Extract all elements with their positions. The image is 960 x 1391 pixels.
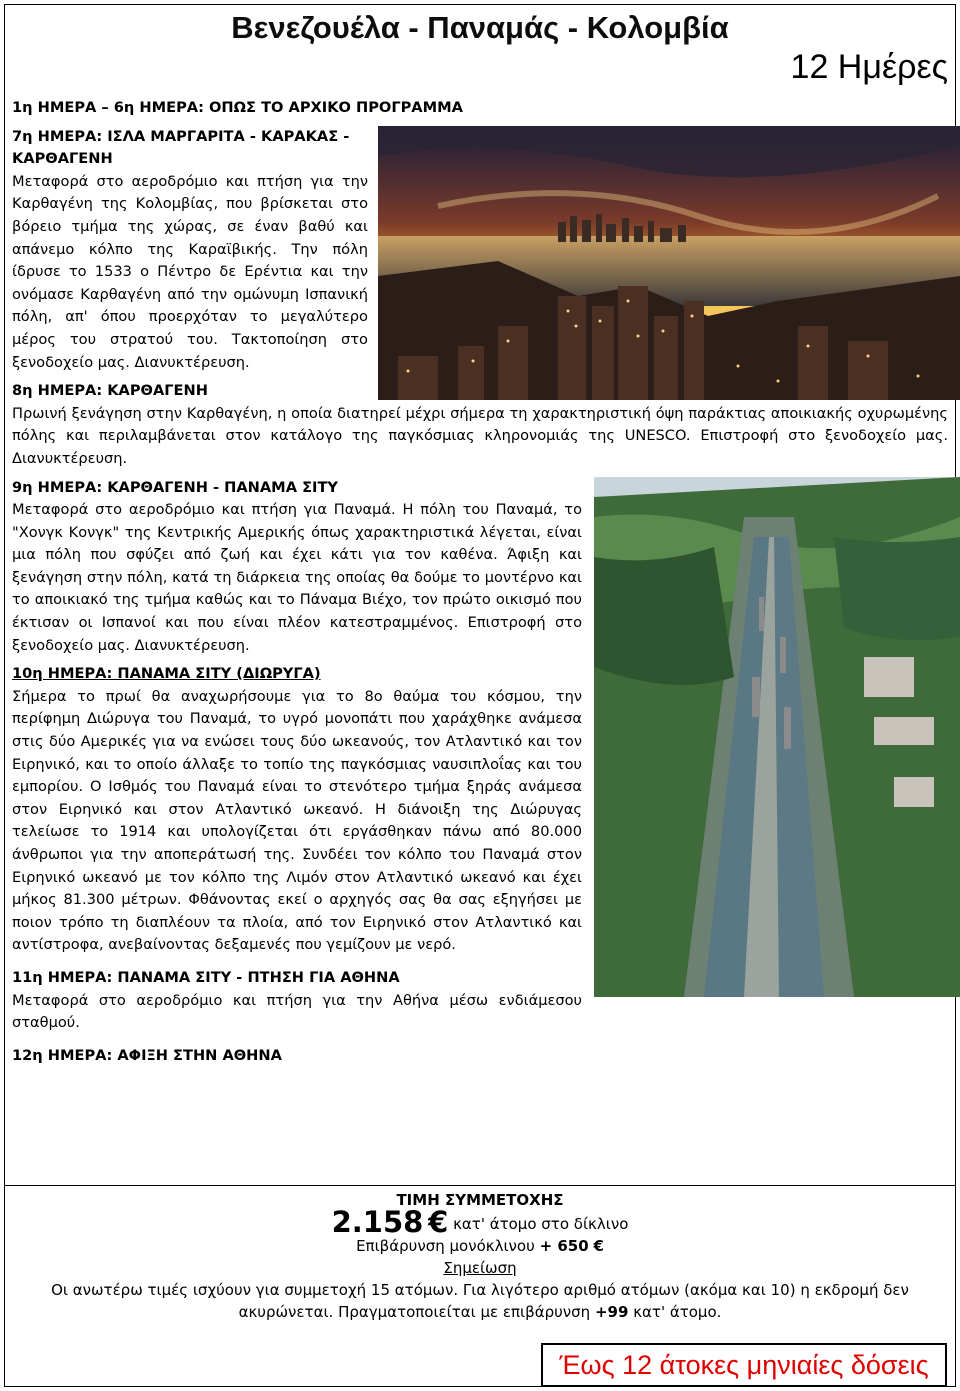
day8-text: Πρωινή ξενάγηση στην Καρθαγένη, η οποία διατηρεί μέχρι σήμερα τη χαρακτηριστική όψη παράκτιας αποικιακής οχυρωμένης πόλης και περιλαμβάνεται στον κατάλογο της παγκόσμιας κληρονομιάς της UNESCO. Επιστροφή στο ξενοδοχείο μας. Διανυκτέρευση. [12,404,948,467]
price-value: 2.158 [331,1205,424,1239]
installments-banner: Έως 12 άτοκες μηνιαίες δόσεις [541,1343,947,1387]
day7-text: Μεταφορά στο αεροδρόμιο και πτήση για την Καρθαγένη της Κολομβίας, που βρίσκεται στο βόρειο τμήμα της χώρας, σε έναν βαθύ και απάνεμο κόλπο της Καραϊβικής. Την πόλη ίδρυσε το 1533 ο Πέντρο δε Ερέντια και την ονόμασε Καρθαγένη από την ομώνυμη Ισπανική πόλη, απ' όπου προερχόταν το μεγαλύτερο μέρος του στρατού του. Τακτοποίηση στο ξενοδοχείο μας. Διανυκτέρευση. [12,172,368,371]
day10-heading: 10η ΗΜΕΡΑ: ΠΑΝΑΜΑ ΣΙΤΥ (ΔΙΩΡΥΓΑ) [12,665,321,683]
price-line [4,1205,956,1239]
day11-text: Μεταφορά στο αεροδρόμιο και πτήση για την Αθήνα μέσω ενδιάμεσου σταθμού. [12,991,582,1032]
day12-heading: 12η ΗΜΕΡΑ: ΑΦΙΞΗ ΣΤΗΝ ΑΘΗΝΑ [12,1046,282,1064]
day9-text: Μεταφορά στο αεροδρόμιο και πτήση για Παναμά. Η πόλη του Παναμά, το "Χονγκ Κονγκ" της Κεντρικής Αμερικής όπως χαρακτηριστικά λέγεται, είναι μια πόλη που σφύζει από ζωή και έχει κάτι για τον καθένα. Άφιξη και ξενάγηση στην πόλη, κατά τη διάρκεια της οποίας θα δούμε το μοντέρνο και το αποικιακό της τμήμα καθώς και το Πάναμα Βιέχο, τον πρώτο οικισμό που έκτισαν οι Ισπανοί και που είναι πλέον κατεστραμμένος. Επιστροφή στο ξενοδοχείο μας. Διανυκτέρευση. [12,501,582,654]
note-text [4,1279,956,1323]
euro-icon: € [428,1205,449,1239]
day7-heading: 7η ΗΜΕΡΑ: ΙΣΛΑ ΜΑΡΓΑΡΙΤΑ - ΚΑΡΑΚΑΣ - ΚΑΡΘΑΓΕΝΗ [12,127,350,168]
note-text-1: Οι ανωτέρω τιμές ισχύουν για συμμετοχή 15 ατόμων. Για λιγότερο αριθμό ατόμων (ακόμα και 10) η εκδρομή δεν ακυρώνεται. Πραγματοποιείται με επιβάρυνση [51,1281,909,1321]
euro-icon: € [593,1237,604,1255]
single-supplement-value: + 650 [539,1237,589,1255]
note-title: Σημείωση [443,1259,517,1277]
page-title: Βενεζουέλα - Παναμάς - Κολομβία [231,10,729,45]
price-suffix: κατ' άτομο στο δίκλινο [448,1215,629,1233]
note-extra: +99 [594,1303,629,1321]
single-supplement-label: Επιβάρυνση μονόκλινου [356,1237,535,1255]
day8-heading: 8η ΗΜΕΡΑ: ΚΑΡΘΑΓΕΝΗ [12,382,208,400]
trip-duration: 12 Ημέρες [790,48,948,86]
day10-text: Σήμερα το πρωί θα αναχωρήσουμε για το 8ο θαύμα του κόσμου, την περίφημη Διώρυγα του Παναμά, το υγρό μονοπάτι που χαράχθηκε ανάμεσα στις δύο Αμερικές για να ενώσει τους δύο ωκεανούς, τον Ατλαντικό και τον Ειρηνικό, και το οποίο άλλαξε το τοπίο της παγκόσμιας ναυσιπλοΐας και του εμπορίου. Ο Ισθμός του Παναμά είναι το στενότερο τμήμα ξηράς ανάμεσα στον Ειρηνικό και στον Ατλαντικό ωκεανό. Η διάνοιξη της Διώρυγας τελείωσε το 1914 και υπολογίζεται ότι εργάσθηκαν πάνω από 80.000 άνθρωποι για την αποπεράτωσή της. Συνδέει τον κόλπο του Παναμά στον Ειρηνικό ωκεανό με τον κόλπο της Λιμόν στον Ατλαντικό ωκεανό και έχει μήκος 81.300 μέτρων. Φθάνοντας εκεί ο αρχηγός σας θα σας εξηγήσει με ποιον τρόπο τη διαπλέουν τα πλοία, από τον Ειρηνικό στον Ατλαντικό και αντίστροφα, ανεβαίνοντας δεξαμενές που γεμίζουν με νερό. [12,687,582,954]
itinerary [12,97,948,1067]
pricing-section [4,1185,956,1345]
day11-heading: 11η ΗΜΕΡΑ: ΠΑΝΑΜΑ ΣΙΤΥ - ΠΤΗΣΗ ΓΙΑ ΑΘΗΝΑ [12,968,400,986]
day1-6-heading: 1η ΗΜΕΡΑ – 6η ΗΜΕΡΑ: ΟΠΩΣ ΤΟ ΑΡΧΙΚΟ ΠΡΟΓΡΑΜΜΑ [12,99,463,116]
cartagena-photo [378,126,960,400]
pricing-title: ΤΙΜΗ ΣΥΜΜΕΤΟΧΗΣ [396,1191,564,1209]
note-text-2: κατ' άτομο. [628,1303,722,1321]
day9-heading: 9η ΗΜΕΡΑ: ΚΑΡΘΑΓΕΝΗ - ΠΑΝΑΜΑ ΣΙΤΥ [12,478,338,496]
panama-canal-photo [594,477,960,997]
single-supplement-line [4,1235,956,1257]
